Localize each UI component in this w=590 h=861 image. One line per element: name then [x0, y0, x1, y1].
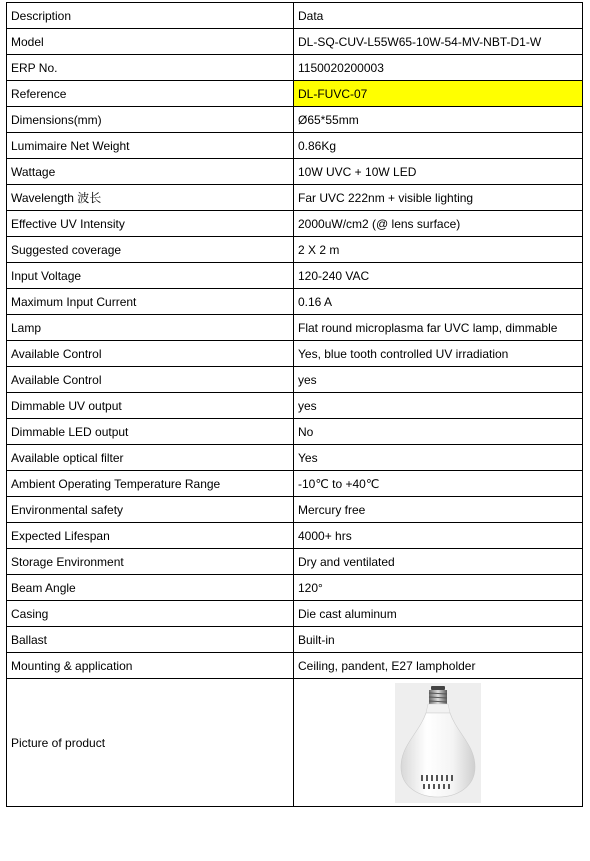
table-row [7, 211, 583, 237]
row-value: yes [294, 367, 583, 393]
row-value: Far UVC 222nm + visible lighting [294, 185, 583, 211]
row-label: Dimensions(mm) [7, 107, 294, 133]
row-label: Environmental safety [7, 497, 294, 523]
table-row [7, 497, 583, 523]
row-label: Wattage [7, 159, 294, 185]
row-value: No [294, 419, 583, 445]
table-row [7, 471, 583, 497]
row-label: Dimmable LED output [7, 419, 294, 445]
table-row [7, 549, 583, 575]
row-value: -10℃ to +40℃ [294, 471, 583, 497]
row-label: Maximum Input Current [7, 289, 294, 315]
table-row [7, 315, 583, 341]
row-value: 4000+ hrs [294, 523, 583, 549]
table-row [7, 393, 583, 419]
row-value: Dry and ventilated [294, 549, 583, 575]
table-row [7, 29, 583, 55]
table-row [7, 289, 583, 315]
row-value: 10W UVC + 10W LED [294, 159, 583, 185]
row-label: Suggested coverage [7, 237, 294, 263]
table-row [7, 627, 583, 653]
table-row [7, 445, 583, 471]
table-row [7, 55, 583, 81]
row-label: Available Control [7, 341, 294, 367]
row-label: Ballast [7, 627, 294, 653]
lamp-bulb-icon [395, 683, 481, 803]
row-value: Ø65*55mm [294, 107, 583, 133]
row-label: Model [7, 29, 294, 55]
row-label: Ambient Operating Temperature Range [7, 471, 294, 497]
row-value: 120° [294, 575, 583, 601]
row-value: 2 X 2 m [294, 237, 583, 263]
row-value: Ceiling, pandent, E27 lampholder [294, 653, 583, 679]
row-label: Available Control [7, 367, 294, 393]
table-row [7, 653, 583, 679]
table-row [7, 341, 583, 367]
row-value: 1150020200003 [294, 55, 583, 81]
row-label: Expected Lifespan [7, 523, 294, 549]
row-value: Yes [294, 445, 583, 471]
row-value: 0.16 A [294, 289, 583, 315]
row-label: Beam Angle [7, 575, 294, 601]
header-data: Data [294, 3, 583, 29]
row-value: 120-240 VAC [294, 263, 583, 289]
row-label: Input Voltage [7, 263, 294, 289]
picture-cell [294, 679, 583, 807]
table-row [7, 133, 583, 159]
table-row [7, 81, 583, 107]
spec-table [6, 2, 583, 807]
table-row [7, 367, 583, 393]
row-label: Effective UV Intensity [7, 211, 294, 237]
row-label: Dimmable UV output [7, 393, 294, 419]
row-label: Mounting & application [7, 653, 294, 679]
row-value: yes [294, 393, 583, 419]
row-label: Lumimaire Net Weight [7, 133, 294, 159]
header-description: Description [7, 3, 294, 29]
table-row [7, 601, 583, 627]
row-label: ERP No. [7, 55, 294, 81]
row-label: Casing [7, 601, 294, 627]
row-label: Available optical filter [7, 445, 294, 471]
table-row [7, 185, 583, 211]
table-header-row [7, 3, 583, 29]
picture-label: Picture of product [7, 679, 294, 807]
row-value-highlighted: DL-FUVC-07 [294, 81, 583, 107]
row-value: Die cast aluminum [294, 601, 583, 627]
table-row [7, 575, 583, 601]
row-value: Built-in [294, 627, 583, 653]
table-row [7, 159, 583, 185]
picture-row [7, 679, 583, 807]
table-row [7, 237, 583, 263]
row-label: Wavelength 波长 [7, 185, 294, 211]
row-value: Flat round microplasma far UVC lamp, dimmable [294, 315, 583, 341]
row-value: Yes, blue tooth controlled UV irradiation [294, 341, 583, 367]
table-row [7, 107, 583, 133]
row-label: Storage Environment [7, 549, 294, 575]
table-row [7, 419, 583, 445]
row-value: 0.86Kg [294, 133, 583, 159]
table-row [7, 523, 583, 549]
row-value: 2000uW/cm2 (@ lens surface) [294, 211, 583, 237]
row-value: Mercury free [294, 497, 583, 523]
row-value: DL-SQ-CUV-L55W65-10W-54-MV-NBT-D1-W [294, 29, 583, 55]
row-label: Reference [7, 81, 294, 107]
row-label: Lamp [7, 315, 294, 341]
table-row [7, 263, 583, 289]
